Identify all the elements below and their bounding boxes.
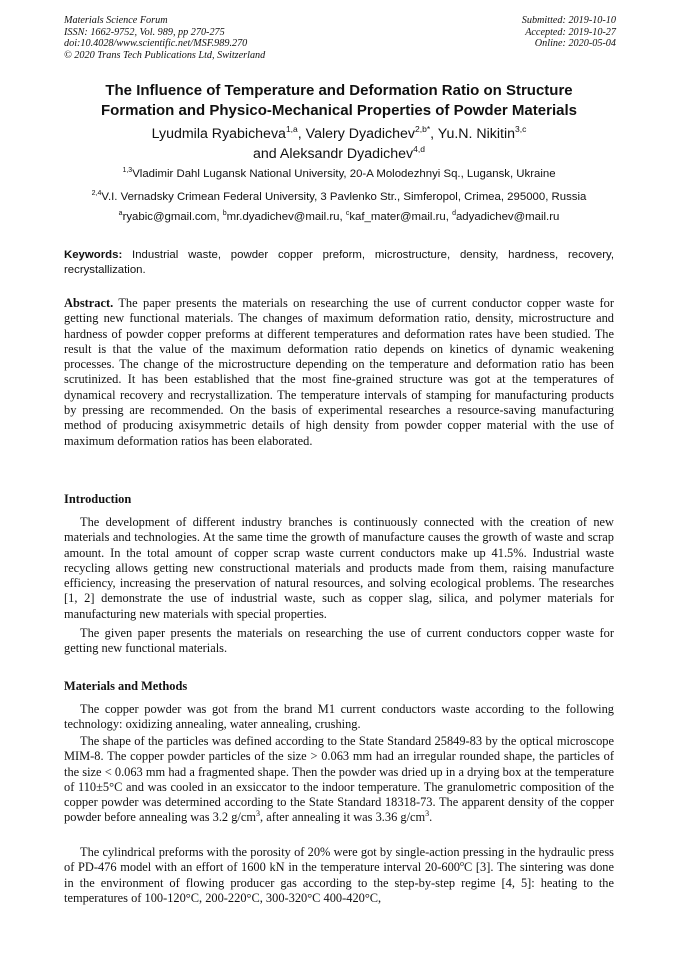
- online-date: Online: 2020-05-04: [534, 38, 616, 50]
- accepted-date: Accepted: 2019-10-27: [525, 26, 616, 38]
- title-line-1: The Influence of Temperature and Deformation Ratio on Structure: [105, 82, 573, 99]
- doi: doi:10.4028/www.scientific.net/MSF.989.270: [64, 38, 248, 50]
- author-3-affil: 3,c: [515, 124, 527, 134]
- introduction-heading: Introduction: [64, 492, 132, 506]
- abstract-label: Abstract.: [64, 296, 114, 310]
- methods-paragraph-2: The shape of the particles was defined according to the State Standard 25849-83 by the optical microscope MIM-8. The copper powder particles of the size > 0.063 mm had an irregular rounded shape, the particles of the size < 0.063 mm had a fragmented shape. Then the powder was dried up in a drying box at the temperature of 110±5°C and was cooled in an exsiccator to the indoor temperature. The granulometric composition of the copper powder was determined according to the State Standard 18318-73. The apparent density of the copper powder before annealing was 3.2 $g/cm^3$, after annealing it was 3.36 $g/cm^3$.: [64, 734, 614, 825]
- author-3: Yu.N. Nikitin: [437, 126, 516, 142]
- methods-heading: Materials and Methods: [64, 679, 188, 693]
- email-list: $^a$ryabic@gmail.com, $^b$mr.dyadichev@mail.ru, $^c$kaf_mater@mail.ru, $^d$adyadichev@mail.ru: [118, 210, 560, 223]
- keywords: [64, 248, 614, 277]
- title-line-2: Formation and Physico-Mechanical Properties of Powder Materials: [101, 101, 577, 119]
- author-1-affil: 1,a: [285, 124, 298, 134]
- author-4-affil: 4,d: [413, 144, 425, 154]
- journal-name: Materials Science Forum: [64, 15, 168, 26]
- author-4: Aleksandr Dyadichev: [279, 146, 414, 162]
- abstract: [64, 296, 614, 449]
- email-b: mr.dyadichev@mail.ru,: [226, 211, 346, 223]
- author-2: Valery Dyadichev: [305, 126, 415, 142]
- issn: ISSN: 1662-9752, Vol. 989, pp 270-275: [64, 26, 225, 38]
- email-a: ryabic@gmail.com,: [122, 211, 223, 223]
- copyright: © 2020 Trans Tech Publications Ltd, Switzerland: [64, 50, 266, 62]
- author-line-2: and Aleksandr Dyadichev$^{4,d}$: [253, 144, 425, 162]
- author-list: [40, 124, 638, 164]
- author-1: Lyudmila Ryabicheva: [151, 126, 286, 142]
- journal-info: [64, 15, 265, 62]
- submitted-date: Submitted: 2019-10-10: [521, 15, 616, 26]
- keywords-text: Industrial waste, powder copper preform, microstructure, density, hardness, recovery, recrystallization.: [64, 249, 614, 276]
- paper-title: [40, 81, 638, 120]
- affiliation-1: $^{1,3}$Vladimir Dahl Lugansk National University, 20-A Molodezhnyi Sq., Lugansk, Ukraine: [122, 167, 556, 180]
- dates-info: [522, 15, 616, 50]
- introduction-paragraph-1: The development of different industry branches is continuously connected with the creation of new materials and technologies. At the same time the growth of manufacture causes the growth of waste and scrap amount. In the total amount of copper scrap waste current conductors make up 41.5%. Industrial waste recycling allows getting new constructional materials and products made from them, raising manufacture efficiency, increasing the preservation of natural resources, and solving ecological problems. The researches [1, 2] demonstrate the use of industrial waste, such as copper slag, silica, and polymer materials for manufacturing new materials with special properties.: [64, 515, 614, 621]
- email-c: kaf_mater@mail.ru,: [349, 211, 453, 223]
- methods-paragraph-3: The cylindrical preforms with the porosity of 20% were got by single-action pressing in the hydraulic press of PD-476 model with an effort of 1600 kN in the temperature interval 20-600$^o$C [3]. The sintering was done in the environment of flowing producer gas according to the step-by-step regime [4, 5]: heating to the temperatures of 100-120°C, 200-220°C, 300-320°C 400-420°C,: [64, 845, 614, 905]
- abstract-text: The paper presents the materials on researching the use of current conductor copper waste for getting new functional materials. The changes of maximum deformation ratio, density, microstructure and hardness of powder copper preforms at different temperatures and deformation rates have been studied. The result is that the value of the maximum deformation ratio depends on kinetics of dynamic weakening processes. The change of the microstructure depending on the temperature and deformation ratio has been scrutinized. It has been established that the most fine-grained structure was got at the temperatures of dynamical recovery and recrystallization. The temperature intervals of stamping for manufacturing products by pressing are recommended. On the basis of experimental researches a resource-saving manufacturing method of producing axisymmetric details of high density from powder copper material with the use of maximum deformation ratios has been elaborated.: [64, 296, 614, 448]
- methods-paragraph-1: The copper powder was got from the brand M1 current conductors waste according to the following technology: oxidizing annealing, water annealing, crushing.: [64, 702, 614, 732]
- author-line-1: Lyudmila Ryabicheva$^{1,a}$, Valery Dyadichev$^{2,b*}$, Yu.N. Nikitin$^{3,c}$: [151, 124, 527, 142]
- introduction-paragraph-2: The given paper presents the materials on researching the use of current conductors copper waste for getting new functional materials.: [64, 626, 614, 656]
- email-d: adyadichev@mail.ru: [455, 211, 560, 223]
- affiliation-2: $^{2,4}$V.I. Vernadsky Crimean Federal University, 3 Pavlenko Str., Simferopol, Crimea, 295000, Russia: [91, 190, 587, 203]
- author-2-affil: 2,b*: [415, 124, 431, 134]
- keywords-label: Keywords:: [64, 249, 123, 261]
